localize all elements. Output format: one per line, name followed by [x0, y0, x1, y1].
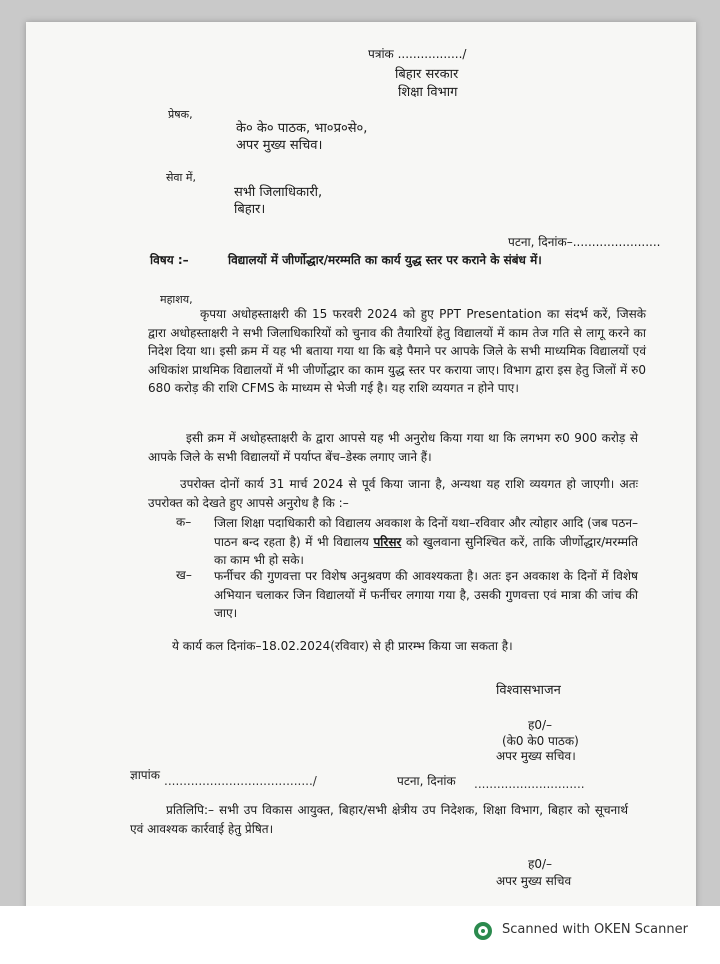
- recipient-name: सभी जिलाधिकारी,: [234, 185, 323, 200]
- item-a-text-part1: जिला शिक्षा पदाधिकारी को विद्यालय अवकाश के दिनों यथा–रविवार और त्योहार आदि (जब पठन–पाठन बन्द रहता है) में भी विद्यालय: [214, 516, 638, 549]
- paragraph-2: इसी क्रम में अधोहस्ताक्षरी के द्वारा आपसे यह भी अनुरोध किया गया था कि लगभग रु0 900 करोड़ से आपके जिले के सभी विद्यालयों में पर्याप्त बेंच–डेस्क लगाए जाने हैं।: [148, 431, 638, 464]
- closing: विश्वासभाजन: [496, 683, 561, 698]
- recipient-place: बिहार।: [234, 202, 266, 217]
- item-b-text: फर्नीचर की गुणवत्ता पर विशेष अनुश्रवण की आवश्यकता है। अतः इन अवकाश के दिनों में विशेष अभियान चलाकर जिन विद्यालयों में फर्नीचर लगाया गया है, उसकी गुणवत्ता एवं मात्रा की जांच की जाए।: [214, 569, 638, 620]
- copy-to-text: प्रतिलिपि:– सभी उप विकास आयुक्त, बिहार/सभी क्षेत्रीय उप निदेशक, शिक्षा विभाग, बिहार को सूचनार्थ एवं आवश्यक कार्रवाई हेतु प्रेषित।: [130, 803, 628, 836]
- sender-label: प्रेषक,: [168, 108, 193, 121]
- sender-name: के० के० पाठक, भा०प्र०से०,: [236, 121, 368, 136]
- signatory-name: (के0 के0 पाठक): [502, 734, 579, 748]
- memo-place: पटना, दिनांक: [397, 774, 456, 788]
- memo-label: ज्ञापांक: [130, 768, 160, 782]
- item-a-emphasis: परिसर: [373, 534, 402, 549]
- item-a-text-part2: को खुलवाना सुनिश्चित करें, ताकि जीर्णोद्धार/मरम्मति का काम भी हो सके।: [214, 534, 638, 567]
- oken-scanner-logo-icon: [474, 922, 492, 940]
- signature-mark: ह0/–: [528, 718, 553, 732]
- paragraph-1: कृपया अधोहस्ताक्षरी की 15 फरवरी 2024 को हुए PPT Presentation का संदर्भ करें, जिसके द्वारा अधोहस्ताक्षरी ने सभी जिलाधिकारियों को चुनाव की तैयारियों हेतु विद्यालयों में काम तेज गति से लागू करने का निदेश दिया था। इसी क्रम में यह भी बताया गया था कि बड़े पैमाने पर आपके जिले के सभी माध्यमिक विद्यालयों एवं अधिकांश प्राथमिक विद्यालयों में भी जीर्णोद्धार का काम युद्ध स्तर पर कराया जाए। विभाग द्वारा इस हेतु जिलों में रु0 680 करोड़ की राशि CFMS के माध्यम से भेजी गई है। यह राशि व्ययगत न होने पाए।: [148, 307, 646, 395]
- item-a-label: क–: [176, 515, 192, 529]
- item-b-label: ख–: [176, 568, 192, 582]
- item-a-text: [214, 514, 638, 570]
- sender-title: अपर मुख्य सचिव।: [236, 138, 323, 153]
- subject-label: विषय :–: [150, 253, 189, 267]
- scanner-watermark-label: Scanned with OKEN Scanner: [502, 922, 688, 937]
- recipient-label: सेवा में,: [166, 171, 196, 184]
- government-name: बिहार सरकार: [395, 67, 459, 82]
- salutation: महाशय,: [160, 293, 193, 306]
- signatory-title-2: अपर मुख्य सचिव: [496, 874, 572, 888]
- paragraph-3: उपरोक्त दोनों कार्य 31 मार्च 2024 से पूर्व किया जाना है, अन्यथा यह राशि व्ययगत हो जाएगी। अतः उपरोक्त को देखते हुए आपसे अनुरोध है कि :–: [148, 477, 638, 510]
- place-date: पटना, दिनांक–.......................: [508, 235, 661, 249]
- subject-text: विद्यालयों में जीर्णोद्धार/मरम्मति का कार्य युद्ध स्तर पर कराने के संबंध में।: [228, 253, 542, 267]
- paragraph-4: ये कार्य कल दिनांक–18.02.2024(रविवार) से ही प्रारम्भ किया जा सकता है।: [172, 639, 513, 653]
- reference-number: पत्रांक ................./: [368, 47, 467, 61]
- department-name: शिक्षा विभाग: [398, 85, 458, 100]
- memo-date-line: .............................: [474, 777, 585, 791]
- signatory-title: अपर मुख्य सचिव।: [496, 749, 576, 763]
- memo-number-line: ......................................./: [164, 774, 317, 788]
- signature-mark-2: ह0/–: [528, 857, 553, 871]
